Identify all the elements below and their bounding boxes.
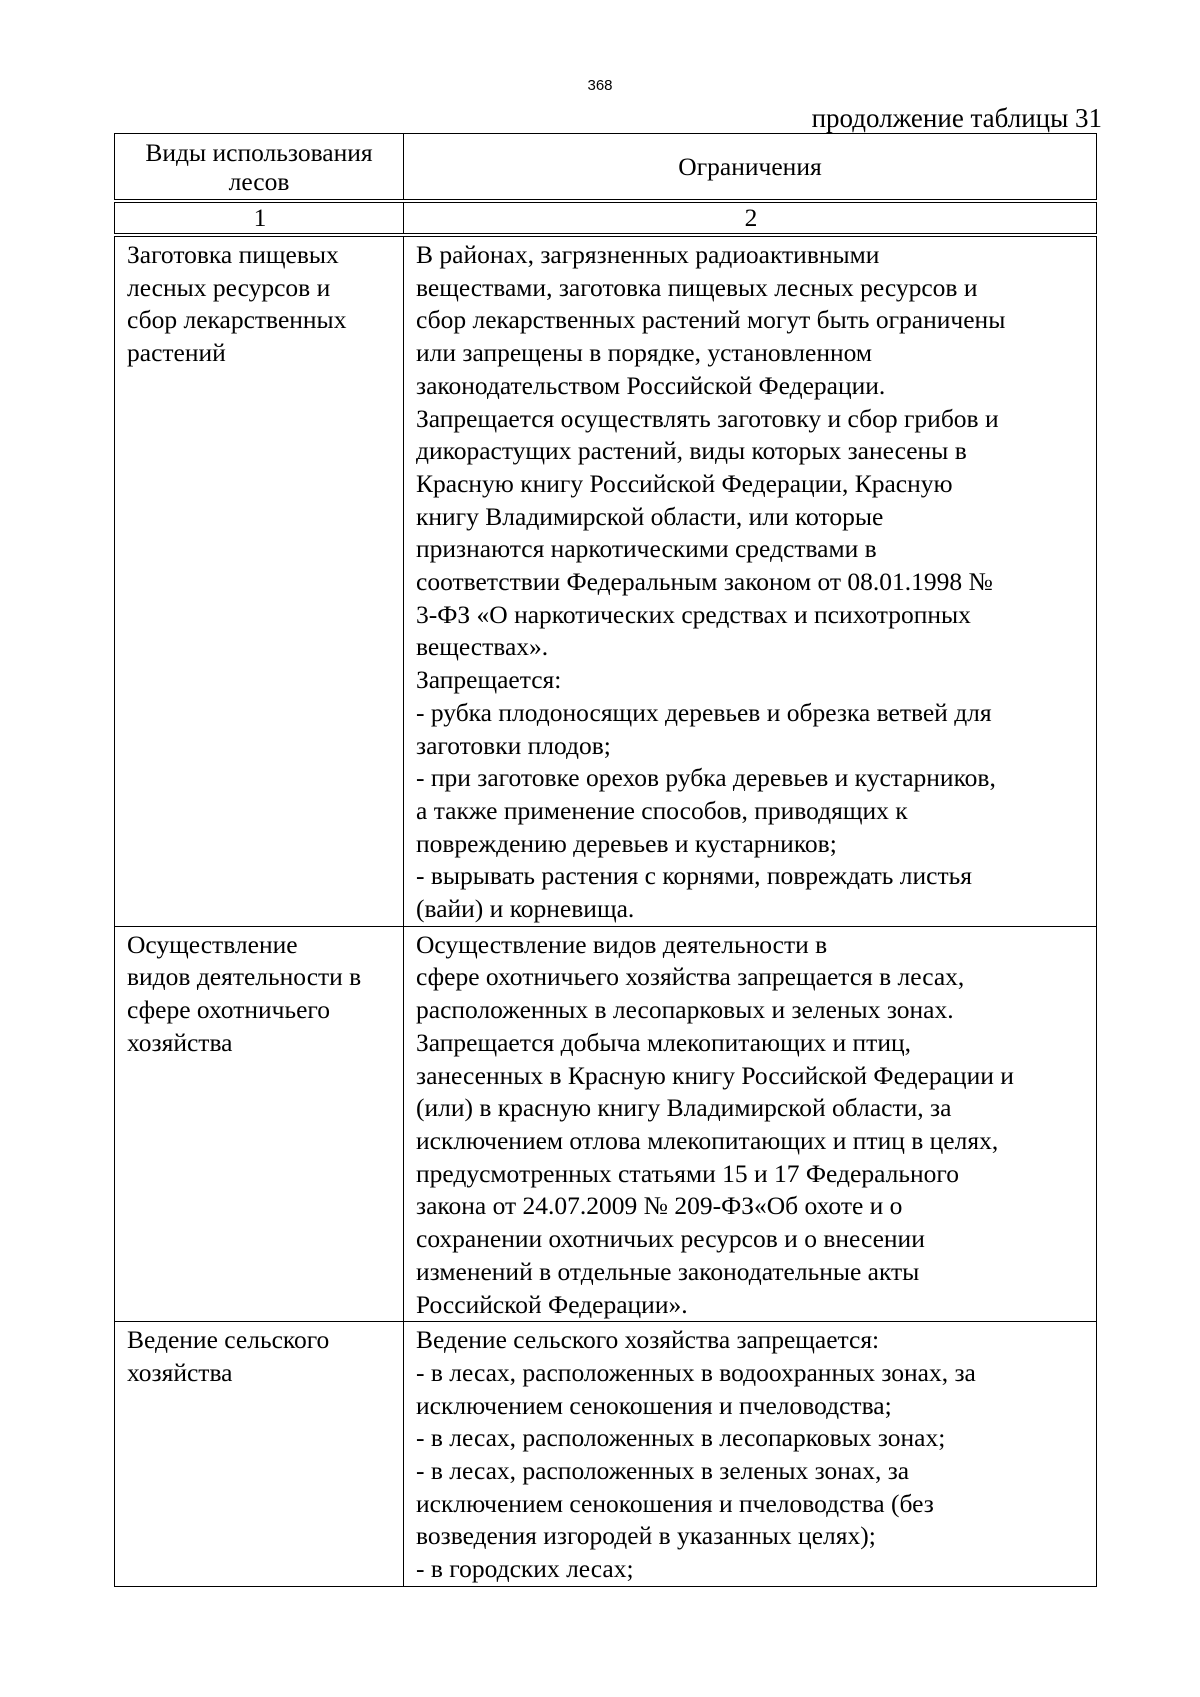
- text-line: сбор лекарственных: [127, 305, 347, 335]
- text-line: изменений в отдельные законодательные акты: [416, 1256, 920, 1286]
- text-line: книгу Владимирской области, или которые: [416, 501, 884, 531]
- text-line: Заготовка пищевых: [127, 240, 339, 269]
- text-line: 3-ФЗ «О наркотических средствах и психотропных: [416, 599, 971, 629]
- text-line: повреждению деревьев и кустарников;: [416, 828, 837, 858]
- text-line: - в лесах, расположенных в лесопарковых зонах;: [416, 1423, 946, 1453]
- text-line: Ведение сельского хозяйства запрещается:: [416, 1325, 880, 1355]
- text-line: хозяйства: [127, 1027, 233, 1057]
- page-number: 368: [587, 77, 613, 94]
- header-line: лесов: [228, 166, 290, 196]
- text-line: Запрещается осуществлять заготовку и сбор грибов и: [416, 403, 999, 433]
- text-line: - в лесах, расположенных в водоохранных зонах, за: [416, 1357, 976, 1387]
- text-line: лесных ресурсов и: [127, 272, 331, 302]
- text-line: видов деятельности в: [127, 962, 362, 992]
- text-line: веществами, заготовка пищевых лесных ресурсов и: [416, 272, 978, 302]
- text-line: соответствии Федеральным законом от 08.01.1998 №: [416, 567, 993, 597]
- text-line: сфере охотничьего хозяйства запрещается в лесах,: [416, 962, 965, 992]
- text-line: Красную книгу Российской Федерации, Красную: [416, 468, 953, 498]
- text-line: исключением сенокошения и пчеловодства (без: [416, 1488, 934, 1518]
- column-number: 2: [404, 201, 1097, 235]
- table-row: [115, 926, 1097, 1321]
- table-continuation-label: продолжение таблицы 31: [811, 103, 1102, 133]
- text-line: или запрещены в порядке, установленном: [416, 338, 873, 368]
- text-line: - в городских лесах;: [416, 1554, 634, 1584]
- text-line: Осуществление видов деятельности в: [416, 929, 828, 959]
- text-line: - при заготовке орехов рубка деревьев и кустарников,: [416, 763, 996, 793]
- text-line: дикорастущих растений, виды которых занесены в: [416, 436, 967, 466]
- text-line: сбор лекарственных растений могут быть ограничены: [416, 305, 1006, 335]
- text-line: Осуществление: [127, 929, 298, 959]
- text-line: - в лесах, расположенных в зеленых зонах, за: [416, 1456, 910, 1486]
- text-line: исключением отлова млекопитающих и птиц в целях,: [416, 1125, 999, 1155]
- column-number-row: [115, 201, 1097, 235]
- text-line: (вайи) и корневища.: [416, 894, 635, 924]
- forest-use-type-cell: [115, 926, 404, 1321]
- header-restrictions: [404, 134, 1097, 202]
- text-line: признаются наркотическими средствами в: [416, 534, 877, 564]
- column-number: 1: [115, 201, 404, 235]
- text-line: растений: [127, 338, 226, 368]
- restrictions-table: [114, 133, 1097, 1587]
- text-line: расположенных в лесопарковых и зеленых зонах.: [416, 995, 954, 1025]
- forest-use-type-cell: [115, 1322, 404, 1587]
- text-line: В районах, загрязненных радиоактивными: [416, 240, 880, 269]
- text-line: - вырывать растения с корнями, повреждать листья: [416, 861, 972, 891]
- header-line: Ограничения: [678, 152, 822, 181]
- text-line: - рубка плодоносящих деревьев и обрезка ветвей для: [416, 697, 992, 727]
- text-line: сфере охотничьего: [127, 995, 331, 1025]
- text-line: предусмотренных статьями 15 и 17 Федерального: [416, 1158, 959, 1188]
- table-row: [115, 235, 1097, 926]
- text-line: заготовки плодов;: [416, 730, 611, 760]
- restrictions-cell: [404, 1322, 1097, 1587]
- text-line: занесенных в Красную книгу Российской Федерации и: [416, 1060, 1014, 1090]
- text-line: законодательством Российской Федерации.: [416, 370, 886, 400]
- forest-use-type-cell: [115, 235, 404, 926]
- text-line: хозяйства: [127, 1357, 233, 1387]
- text-line: исключением сенокошения и пчеловодства;: [416, 1390, 892, 1420]
- text-line: а также применение способов, приводящих к: [416, 795, 908, 825]
- text-line: Ведение сельского: [127, 1325, 330, 1355]
- text-line: сохранении охотничьих ресурсов и о внесении: [416, 1224, 925, 1254]
- text-line: Российской Федерации».: [416, 1289, 688, 1319]
- text-line: Запрещается добыча млекопитающих и птиц,: [416, 1027, 911, 1057]
- restrictions-cell: [404, 926, 1097, 1321]
- header-forest-use-types: [115, 134, 404, 202]
- table-header-row: [115, 134, 1097, 202]
- text-line: (или) в красную книгу Владимирской области, за: [416, 1093, 952, 1123]
- header-line: Виды использования: [145, 137, 373, 167]
- text-line: веществах».: [416, 632, 549, 662]
- text-line: возведения изгородей в указанных целях);: [416, 1521, 876, 1551]
- text-line: закона от 24.07.2009 № 209-ФЗ«Об охоте и о: [416, 1191, 903, 1221]
- restrictions-cell: [404, 235, 1097, 926]
- text-line: Запрещается:: [416, 665, 562, 695]
- table-row: [115, 1322, 1097, 1587]
